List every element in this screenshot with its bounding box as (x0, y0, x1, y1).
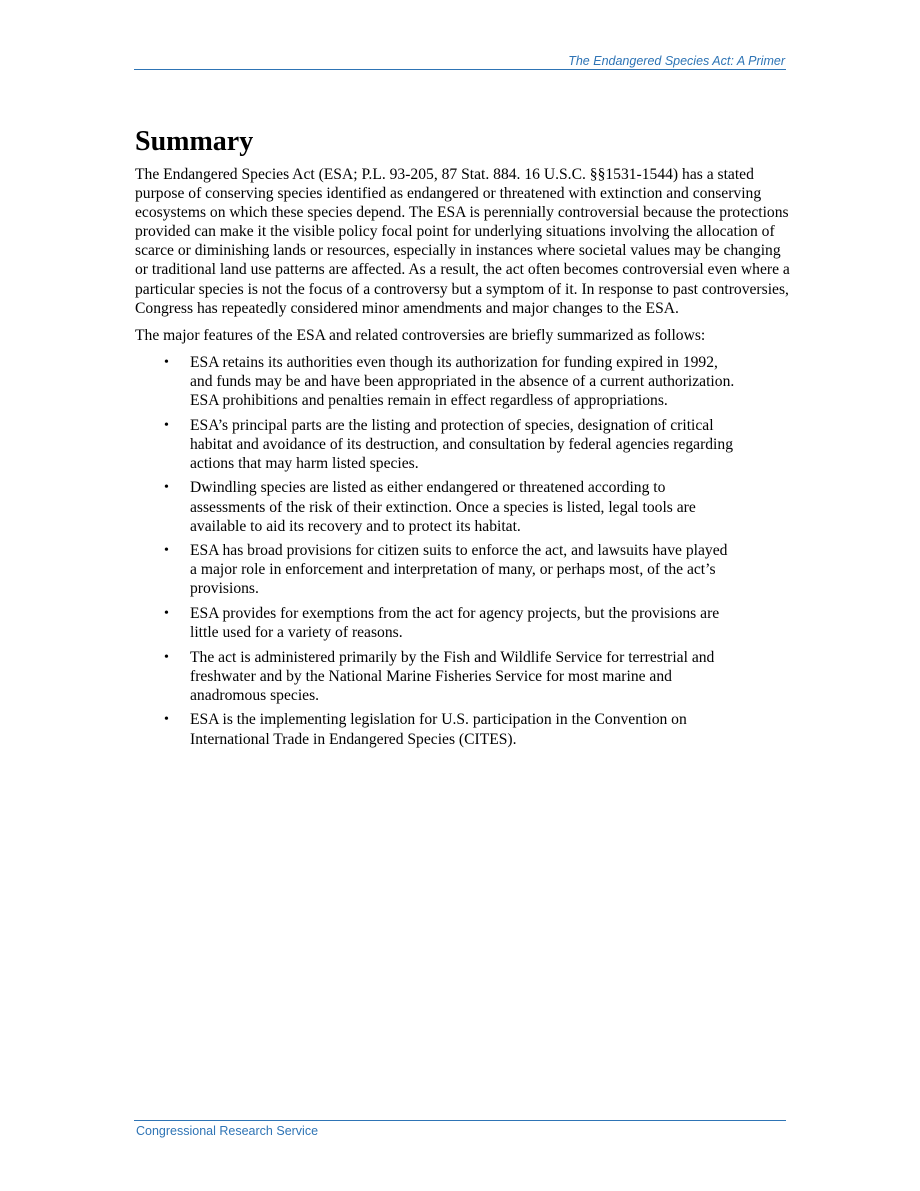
header-title: The Endangered Species Act: A Primer (568, 54, 785, 68)
list-item-text: ESA provides for exemptions from the act for agency projects, but the provisions are little used for a variety of reasons. (190, 604, 720, 642)
footer-text: Congressional Research Service (136, 1124, 319, 1138)
main-content (135, 124, 790, 754)
list-item-text: ESA retains its authorities even though its authorization for funding expired in 1992, and funds may be and have been appropriated in the absence of a current authorization. ESA prohibitions and penalties remain in effect regardless of appropriations. (190, 353, 735, 410)
running-header (134, 52, 786, 70)
list-item (135, 353, 736, 410)
list-item (135, 478, 736, 535)
list-item (135, 541, 736, 598)
list-item-text: ESA’s principal parts are the listing and protection of species, designation of critical habitat and avoidance of its destruction, and consultation by federal agencies regarding actions that may harm listed species. (190, 416, 733, 472)
list-item (135, 648, 736, 705)
list-item (135, 604, 736, 642)
bullet-icon: • (164, 605, 169, 621)
list-item (135, 416, 736, 473)
bullet-icon: • (164, 480, 169, 496)
feature-list (135, 353, 790, 749)
list-item-text: ESA has broad provisions for citizen suits to enforce the act, and lawsuits have played a major role in enforcement and interpretation of many, or perhaps most, of the act’s provisions. (190, 542, 728, 598)
intro-paragraph: The Endangered Species Act (ESA; P.L. 93-205, 87 Stat. 884. 16 U.S.C. §§1531-1544) has a stated purpose of conserving species identified as endangered or threatened with extinction and conserving ecosystems on which these species depend. The ESA is perennially controversial because the protections provided can make it the visible policy focal point for underlying situations involving the allocation of scarce or diminishing lands or resources, especially in instances where societal values may be changing or traditional land use patterns are affected. As a result, the act often becomes controversial even where a particular species is not the focus of a controversy but a symptom of it. In response to past controversies, Congress has repeatedly considered minor amendments and major changes to the ESA. (135, 166, 790, 317)
list-intro-paragraph: The major features of the ESA and related controversies are briefly summarized as follows: (135, 326, 706, 344)
bullet-icon: • (164, 712, 169, 728)
bullet-icon: • (164, 543, 169, 559)
list-item-text: ESA is the implementing legislation for U.S. participation in the Convention on International Trade in Endangered Species (CITES). (190, 711, 687, 748)
page-title: Summary (135, 126, 254, 157)
list-item-text: The act is administered primarily by the Fish and Wildlife Service for terrestrial and freshwater and by the National Marine Fisheries Service for most marine and anadromous species. (190, 648, 715, 704)
list-item (135, 710, 736, 748)
bullet-icon: • (164, 417, 169, 433)
bullet-icon: • (164, 354, 169, 370)
bullet-icon: • (164, 649, 169, 665)
running-footer (134, 1120, 786, 1140)
list-item-text: Dwindling species are listed as either endangered or threatened according to assessments of the risk of their extinction. Once a species is listed, legal tools are available to aid its recovery and to protect its habitat. (190, 479, 696, 535)
